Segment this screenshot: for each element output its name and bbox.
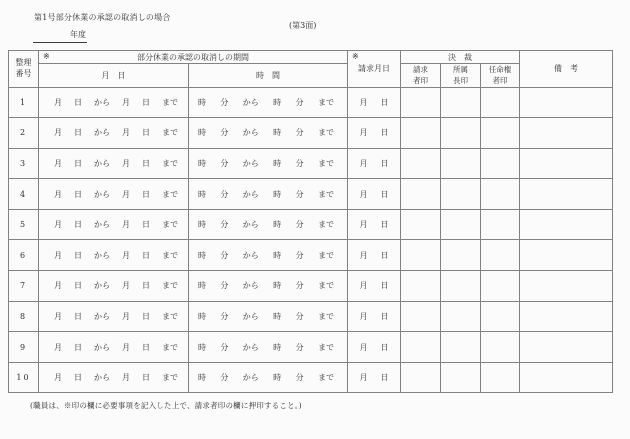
table-row xyxy=(9,148,613,179)
serial-number: 10 xyxy=(16,373,31,383)
table-row xyxy=(9,271,613,302)
from-label: から xyxy=(94,281,110,291)
appointer-seal-cell xyxy=(481,332,520,363)
remarks-cell xyxy=(520,301,613,332)
day-label: 日 xyxy=(142,373,150,383)
approval-header xyxy=(401,51,520,64)
month-label: 月 xyxy=(359,158,368,168)
hour-label: 時 xyxy=(273,189,282,199)
to-label: まで xyxy=(162,128,178,138)
minute-label: 分 xyxy=(220,250,229,260)
section-chief-seal-cell xyxy=(441,240,481,271)
request-date-cell xyxy=(348,209,401,240)
appointer-seal-header xyxy=(481,64,520,88)
serial-number-header-line2: 番号 xyxy=(15,68,32,78)
from-label: から xyxy=(94,158,110,168)
month-label: 月 xyxy=(359,97,368,107)
section-chief-seal-cell xyxy=(441,332,481,363)
from-label: から xyxy=(94,342,110,352)
month-label: 月 xyxy=(359,189,368,199)
day-label: 日 xyxy=(74,311,82,321)
header-row-1 xyxy=(9,51,613,64)
from-label: から xyxy=(94,128,110,138)
fiscal-year-label: 年度 xyxy=(70,30,86,39)
serial-number-cell xyxy=(9,179,39,210)
month-label: 月 xyxy=(122,311,130,321)
appointer-seal-cell xyxy=(481,240,520,271)
day-label: 日 xyxy=(142,311,150,321)
date-range-cell xyxy=(39,301,189,332)
request-date-cell xyxy=(348,240,401,271)
minute-label: 分 xyxy=(220,128,229,138)
time-range-cell xyxy=(189,118,348,149)
day-label: 日 xyxy=(74,250,82,260)
serial-number-header xyxy=(9,51,39,88)
hour-label: 時 xyxy=(198,250,206,260)
minute-label: 分 xyxy=(220,189,229,199)
table-row xyxy=(9,87,613,118)
to-label: まで xyxy=(317,311,334,321)
hour-label: 時 xyxy=(198,342,206,352)
hour-label: 時 xyxy=(273,128,282,138)
section-chief-seal-cell xyxy=(441,179,481,210)
month-label: 月 xyxy=(122,373,130,383)
hour-label: 時 xyxy=(273,220,282,230)
request-date-cell xyxy=(348,362,401,393)
month-label: 月 xyxy=(359,373,368,383)
to-label: まで xyxy=(317,97,334,107)
section-chief-seal-cell xyxy=(441,87,481,118)
hour-label: 時 xyxy=(198,220,206,230)
date-range-cell xyxy=(39,118,189,149)
minute-label: 分 xyxy=(295,158,304,168)
appointer-seal-cell xyxy=(481,148,520,179)
from-label: から xyxy=(242,311,259,321)
to-label: まで xyxy=(162,342,178,352)
request-date-header-label: 請求月日 xyxy=(358,64,390,74)
request-date-cell xyxy=(348,271,401,302)
month-label: 月 xyxy=(359,250,368,260)
hour-label: 時 xyxy=(273,97,282,107)
serial-number: 8 xyxy=(19,311,28,321)
request-date-cell xyxy=(348,301,401,332)
requester-seal-header-line2: 者印 xyxy=(413,76,428,86)
period-header xyxy=(39,51,348,64)
appointer-seal-header-line1: 任命権 xyxy=(488,65,512,74)
table-body xyxy=(9,87,613,393)
time-range-cell xyxy=(189,87,348,118)
day-label: 日 xyxy=(74,158,82,168)
date-range-cell xyxy=(39,332,189,363)
month-label: 月 xyxy=(122,220,130,230)
hour-label: 時 xyxy=(198,128,206,138)
to-label: まで xyxy=(317,158,334,168)
remarks-cell xyxy=(520,332,613,363)
section-chief-seal-header xyxy=(441,64,481,88)
date-column-header-label: 月 日 xyxy=(101,70,126,80)
remarks-header-label: 備 考 xyxy=(554,64,579,74)
to-label: まで xyxy=(162,373,178,383)
section-chief-seal-header-line2: 長印 xyxy=(453,76,468,86)
footnote: (職員は、※印の欄に必要事項を記入した上で、請求者印の欄に押印すること。) xyxy=(30,401,302,410)
month-label: 月 xyxy=(54,281,62,291)
day-label: 日 xyxy=(142,189,150,199)
asterisk-mark: ※ xyxy=(43,52,50,61)
day-label: 日 xyxy=(142,220,150,230)
month-label: 月 xyxy=(54,373,62,383)
to-label: まで xyxy=(317,342,334,352)
approval-header-label: 決 裁 xyxy=(448,52,472,62)
remarks-cell xyxy=(520,240,613,271)
time-range-cell xyxy=(189,209,348,240)
remarks-cell xyxy=(520,118,613,149)
from-label: から xyxy=(94,250,110,260)
time-range-cell xyxy=(189,240,348,271)
minute-label: 分 xyxy=(220,97,229,107)
requester-seal-cell xyxy=(401,362,441,393)
minute-label: 分 xyxy=(295,189,304,199)
requester-seal-cell xyxy=(401,179,441,210)
table-row xyxy=(9,209,613,240)
section-chief-seal-cell xyxy=(441,209,481,240)
period-header-label: 部分休業の承認の取消しの期間 xyxy=(137,52,249,62)
day-label: 日 xyxy=(142,250,150,260)
date-range-cell xyxy=(39,362,189,393)
requester-seal-cell xyxy=(401,301,441,332)
to-label: まで xyxy=(317,128,334,138)
day-label: 日 xyxy=(142,281,150,291)
from-label: から xyxy=(242,158,259,168)
table-row xyxy=(9,301,613,332)
table-row xyxy=(9,332,613,363)
from-label: から xyxy=(242,373,259,383)
request-date-header xyxy=(348,51,401,88)
day-label: 日 xyxy=(74,97,82,107)
hour-label: 時 xyxy=(198,97,206,107)
month-label: 月 xyxy=(122,97,130,107)
serial-number-cell xyxy=(9,118,39,149)
minute-label: 分 xyxy=(220,311,229,321)
table-head-section xyxy=(9,51,613,88)
requester-seal-cell xyxy=(401,240,441,271)
to-label: まで xyxy=(317,373,334,383)
remarks-cell xyxy=(520,271,613,302)
time-range-cell xyxy=(189,362,348,393)
day-label: 日 xyxy=(142,128,150,138)
date-range-cell xyxy=(39,179,189,210)
day-label: 日 xyxy=(74,281,82,291)
minute-label: 分 xyxy=(295,373,304,383)
month-label: 月 xyxy=(54,128,62,138)
appointer-seal-cell xyxy=(481,209,520,240)
remarks-cell xyxy=(520,362,613,393)
minute-label: 分 xyxy=(220,342,229,352)
hour-label: 時 xyxy=(273,311,282,321)
form-title: 第1号部分休業の承認の取消しの場合 xyxy=(34,13,171,22)
minute-label: 分 xyxy=(295,342,304,352)
from-label: から xyxy=(242,281,259,291)
serial-number-cell xyxy=(9,362,39,393)
hour-label: 時 xyxy=(198,158,206,168)
from-label: から xyxy=(94,373,110,383)
section-chief-seal-header-line1: 所属 xyxy=(453,65,468,74)
request-date-cell xyxy=(348,87,401,118)
minute-label: 分 xyxy=(220,220,229,230)
hour-label: 時 xyxy=(273,373,282,383)
date-range-cell xyxy=(39,148,189,179)
minute-label: 分 xyxy=(295,220,304,230)
time-column-header xyxy=(189,64,348,88)
date-range-cell xyxy=(39,87,189,118)
day-label: 日 xyxy=(380,158,389,168)
day-label: 日 xyxy=(74,128,82,138)
month-label: 月 xyxy=(122,189,130,199)
from-label: から xyxy=(242,342,259,352)
remarks-cell xyxy=(520,148,613,179)
month-label: 月 xyxy=(359,311,368,321)
serial-number: 3 xyxy=(19,158,28,168)
appointer-seal-cell xyxy=(481,271,520,302)
day-label: 日 xyxy=(380,97,389,107)
serial-number-cell xyxy=(9,148,39,179)
to-label: まで xyxy=(162,281,178,291)
serial-number: 5 xyxy=(19,220,28,230)
serial-number-cell xyxy=(9,209,39,240)
page-number-marker: (第3面) xyxy=(289,21,317,30)
to-label: まで xyxy=(162,220,178,230)
from-label: から xyxy=(242,189,259,199)
to-label: まで xyxy=(162,311,178,321)
minute-label: 分 xyxy=(220,281,229,291)
appointer-seal-cell xyxy=(481,362,520,393)
hour-label: 時 xyxy=(198,189,206,199)
day-label: 日 xyxy=(74,220,82,230)
month-label: 月 xyxy=(122,250,130,260)
to-label: まで xyxy=(317,189,334,199)
to-label: まで xyxy=(162,158,178,168)
to-label: まで xyxy=(317,281,334,291)
month-label: 月 xyxy=(54,311,62,321)
from-label: から xyxy=(242,250,259,260)
from-label: から xyxy=(242,128,259,138)
serial-number-cell xyxy=(9,332,39,363)
minute-label: 分 xyxy=(295,281,304,291)
day-label: 日 xyxy=(380,128,389,138)
serial-number-cell xyxy=(9,240,39,271)
serial-number: 7 xyxy=(19,281,28,291)
month-label: 月 xyxy=(54,97,62,107)
serial-number-cell xyxy=(9,301,39,332)
month-label: 月 xyxy=(122,128,130,138)
minute-label: 分 xyxy=(295,311,304,321)
day-label: 日 xyxy=(74,342,82,352)
section-chief-seal-cell xyxy=(441,118,481,149)
cancellation-table xyxy=(8,50,613,393)
table-row xyxy=(9,118,613,149)
serial-number: 4 xyxy=(19,189,28,199)
appointer-seal-cell xyxy=(481,179,520,210)
month-label: 月 xyxy=(122,342,130,352)
section-chief-seal-cell xyxy=(441,301,481,332)
day-label: 日 xyxy=(380,342,389,352)
remarks-cell xyxy=(520,179,613,210)
requester-seal-cell xyxy=(401,209,441,240)
serial-number: 2 xyxy=(19,128,28,138)
month-label: 月 xyxy=(359,220,368,230)
month-label: 月 xyxy=(122,158,130,168)
day-label: 日 xyxy=(380,311,389,321)
minute-label: 分 xyxy=(220,373,229,383)
request-date-cell xyxy=(348,332,401,363)
hour-label: 時 xyxy=(273,250,282,260)
hour-label: 時 xyxy=(273,281,282,291)
table-row xyxy=(9,240,613,271)
appointer-seal-cell xyxy=(481,118,520,149)
date-range-cell xyxy=(39,271,189,302)
fiscal-year-field xyxy=(33,29,87,43)
day-label: 日 xyxy=(142,97,150,107)
from-label: から xyxy=(242,97,259,107)
day-label: 日 xyxy=(380,373,389,383)
month-label: 月 xyxy=(54,189,62,199)
day-label: 日 xyxy=(142,342,150,352)
hour-label: 時 xyxy=(273,342,282,352)
serial-number: 6 xyxy=(19,250,28,260)
section-chief-seal-cell xyxy=(441,271,481,302)
appointer-seal-cell xyxy=(481,87,520,118)
requester-seal-cell xyxy=(401,148,441,179)
time-range-cell xyxy=(189,301,348,332)
from-label: から xyxy=(94,311,110,321)
month-label: 月 xyxy=(359,128,368,138)
month-label: 月 xyxy=(54,250,62,260)
remarks-header xyxy=(520,51,613,88)
appointer-seal-cell xyxy=(481,301,520,332)
day-label: 日 xyxy=(380,220,389,230)
date-range-cell xyxy=(39,209,189,240)
time-range-cell xyxy=(189,332,348,363)
day-label: 日 xyxy=(380,281,389,291)
table-row xyxy=(9,179,613,210)
minute-label: 分 xyxy=(295,250,304,260)
appointer-seal-header-line2: 者印 xyxy=(492,76,508,86)
to-label: まで xyxy=(317,220,334,230)
month-label: 月 xyxy=(359,281,368,291)
table-row xyxy=(9,362,613,393)
request-date-cell xyxy=(348,148,401,179)
minute-label: 分 xyxy=(295,128,304,138)
minute-label: 分 xyxy=(220,158,229,168)
month-label: 月 xyxy=(359,342,368,352)
remarks-cell xyxy=(520,209,613,240)
day-label: 日 xyxy=(74,189,82,199)
remarks-cell xyxy=(520,87,613,118)
requester-seal-cell xyxy=(401,332,441,363)
time-range-cell xyxy=(189,148,348,179)
month-label: 月 xyxy=(54,158,62,168)
hour-label: 時 xyxy=(198,311,206,321)
request-date-cell xyxy=(348,179,401,210)
serial-number-cell xyxy=(9,87,39,118)
to-label: まで xyxy=(162,189,178,199)
month-label: 月 xyxy=(54,220,62,230)
from-label: から xyxy=(94,189,110,199)
day-label: 日 xyxy=(380,189,389,199)
hour-label: 時 xyxy=(273,158,282,168)
requester-seal-header xyxy=(401,64,441,88)
date-column-header xyxy=(39,64,189,88)
from-label: から xyxy=(242,220,259,230)
serial-number: 1 xyxy=(19,97,28,107)
time-range-cell xyxy=(189,179,348,210)
serial-number: 9 xyxy=(19,342,28,352)
date-range-cell xyxy=(39,240,189,271)
from-label: から xyxy=(94,220,110,230)
section-chief-seal-cell xyxy=(441,362,481,393)
day-label: 日 xyxy=(74,373,82,383)
request-date-cell xyxy=(348,118,401,149)
serial-number-cell xyxy=(9,271,39,302)
hour-label: 時 xyxy=(198,373,206,383)
month-label: 月 xyxy=(54,342,62,352)
to-label: まで xyxy=(162,97,178,107)
time-column-header-label: 時 間 xyxy=(256,70,280,80)
serial-number-header-line1: 整理 xyxy=(15,57,32,67)
from-label: から xyxy=(94,97,110,107)
requester-seal-cell xyxy=(401,87,441,118)
time-range-cell xyxy=(189,271,348,302)
to-label: まで xyxy=(317,250,334,260)
requester-seal-header-line1: 請求 xyxy=(413,65,428,74)
hour-label: 時 xyxy=(198,281,206,291)
day-label: 日 xyxy=(142,158,150,168)
day-label: 日 xyxy=(380,250,389,260)
section-chief-seal-cell xyxy=(441,148,481,179)
month-label: 月 xyxy=(122,281,130,291)
requester-seal-cell xyxy=(401,118,441,149)
to-label: まで xyxy=(162,250,178,260)
minute-label: 分 xyxy=(295,97,304,107)
asterisk-mark: ※ xyxy=(352,52,359,61)
requester-seal-cell xyxy=(401,271,441,302)
